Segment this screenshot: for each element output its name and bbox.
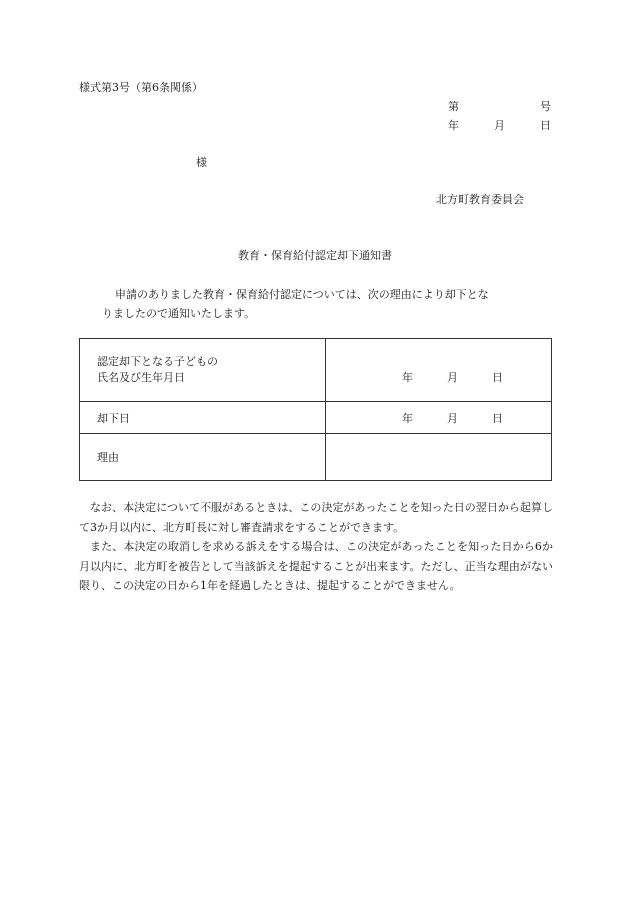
notes-paragraph-1: なお、本決定について不服があるときは、この決定があったことを知った日の翌日から起算して3か月以内に、北方町長に対し審査請求をすることができます。 bbox=[79, 501, 553, 534]
appeal-notes bbox=[79, 498, 553, 596]
child-label-cell bbox=[80, 339, 326, 402]
reason-cell bbox=[326, 434, 552, 481]
reason-label: 理由 bbox=[80, 434, 326, 481]
rejection-date-cell bbox=[326, 402, 552, 434]
rejection-month-label: 月 bbox=[447, 411, 458, 425]
number-suffix: 号 bbox=[540, 100, 551, 113]
table-row-rejection-date bbox=[80, 402, 552, 434]
rejection-date-label: 却下日 bbox=[80, 402, 326, 434]
child-label-line-1: 認定却下となる子どもの bbox=[97, 355, 218, 368]
number-prefix: 第 bbox=[448, 100, 459, 113]
child-birthdate-cell bbox=[326, 339, 552, 402]
form-reference: 様式第3号（第6条関係） bbox=[79, 81, 203, 94]
child-label-line-2: 氏名及び生年月日 bbox=[97, 371, 185, 384]
issue-date-line bbox=[448, 120, 551, 131]
intro-line-1: 申請のありました教育・保育給付認定については、次の理由により却下とな bbox=[115, 288, 489, 301]
date-year-label: 年 bbox=[448, 119, 459, 132]
rejection-details-table bbox=[79, 338, 552, 481]
addressee-honorific: 様 bbox=[196, 156, 207, 169]
table-row-child bbox=[80, 339, 552, 402]
birth-year-label: 年 bbox=[402, 371, 413, 384]
date-month-label: 月 bbox=[494, 119, 505, 132]
intro-text bbox=[102, 285, 532, 323]
document-number-line bbox=[448, 101, 551, 112]
intro-line-2: りましたので通知いたします。 bbox=[102, 307, 256, 320]
rejection-day-label: 日 bbox=[492, 411, 503, 425]
document-title: 教育・保育給付認定却下通知書 bbox=[238, 249, 392, 262]
birth-day-label: 日 bbox=[492, 371, 503, 384]
notes-paragraph-2: また、本決定の取消しを求める訴えをする場合は、この決定があったことを知った日から6か月以内に、北方町を被告として当該訴えを提起することが出来ます。ただし、正当な理由がない限り、この決定の日から1年を経過したときは、提起することができません。 bbox=[79, 540, 553, 592]
birth-month-label: 月 bbox=[447, 371, 458, 384]
rejection-year-label: 年 bbox=[402, 411, 413, 425]
date-day-label: 日 bbox=[540, 119, 551, 132]
table-row-reason bbox=[80, 434, 552, 481]
issuer-name: 北方町教育委員会 bbox=[436, 193, 524, 206]
